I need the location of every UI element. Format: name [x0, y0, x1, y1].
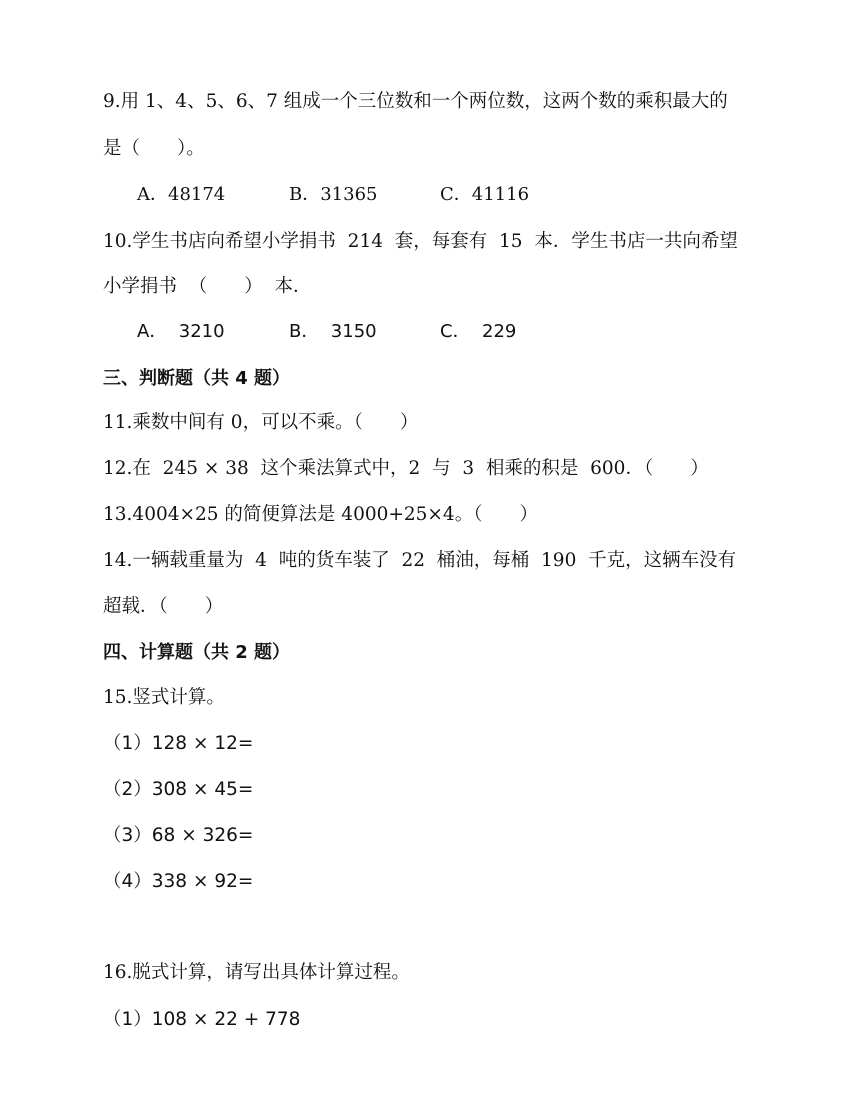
question-15-item-3: （3）68 × 326=	[103, 825, 254, 846]
question-9-line-1: 9.用 1、4、5、6、7 组成一个三位数和一个两位数，这两个数的乘积最大的	[103, 91, 728, 112]
question-15-item-1: （1）128 × 12=	[103, 733, 254, 754]
question-13: 13.4004×25 的简便算法是 4000+25×4。（ ）	[103, 504, 538, 525]
question-9-line-2: 是（ ）。	[103, 138, 205, 159]
question-14-line-1: 14.一辆载重量为 4 吨的货车装了 22 桶油，每桶 190 千克，这辆车没有	[103, 550, 737, 571]
option-c: C．41116	[440, 184, 530, 205]
option-a: A．48174	[137, 184, 226, 205]
question-16-title: 16.脱式计算，请写出具体计算过程。	[103, 962, 410, 983]
question-11: 11.乘数中间有 0，可以不乘。（ ）	[103, 412, 419, 433]
question-15-title: 15.竖式计算。	[103, 687, 225, 708]
option-c: C． 229	[440, 321, 517, 342]
question-12: 12.在 245 × 38 这个乘法算式中，2 与 3 相乘的积是 600．（ ）	[103, 458, 709, 479]
section-4-heading: 四、计算题（共 2 题）	[103, 642, 291, 663]
question-16-item-1: （1）108 × 22 + 778	[103, 1009, 301, 1030]
option-a: A． 3210	[137, 321, 225, 342]
question-15-item-2: （2）308 × 45=	[103, 779, 254, 800]
option-b: B． 3150	[289, 321, 377, 342]
question-15-item-4: （4）338 × 92=	[103, 871, 254, 892]
option-b: B．31365	[289, 184, 378, 205]
section-3-heading: 三、判断题（共 4 题）	[103, 368, 291, 389]
question-10-line-2: 小学捐书 （ ） 本．	[103, 276, 312, 297]
question-10-line-1: 10.学生书店向希望小学捐书 214 套，每套有 15 本．学生书店一共向希望	[103, 231, 738, 252]
question-14-line-2: 超载．（ ）	[103, 596, 224, 617]
